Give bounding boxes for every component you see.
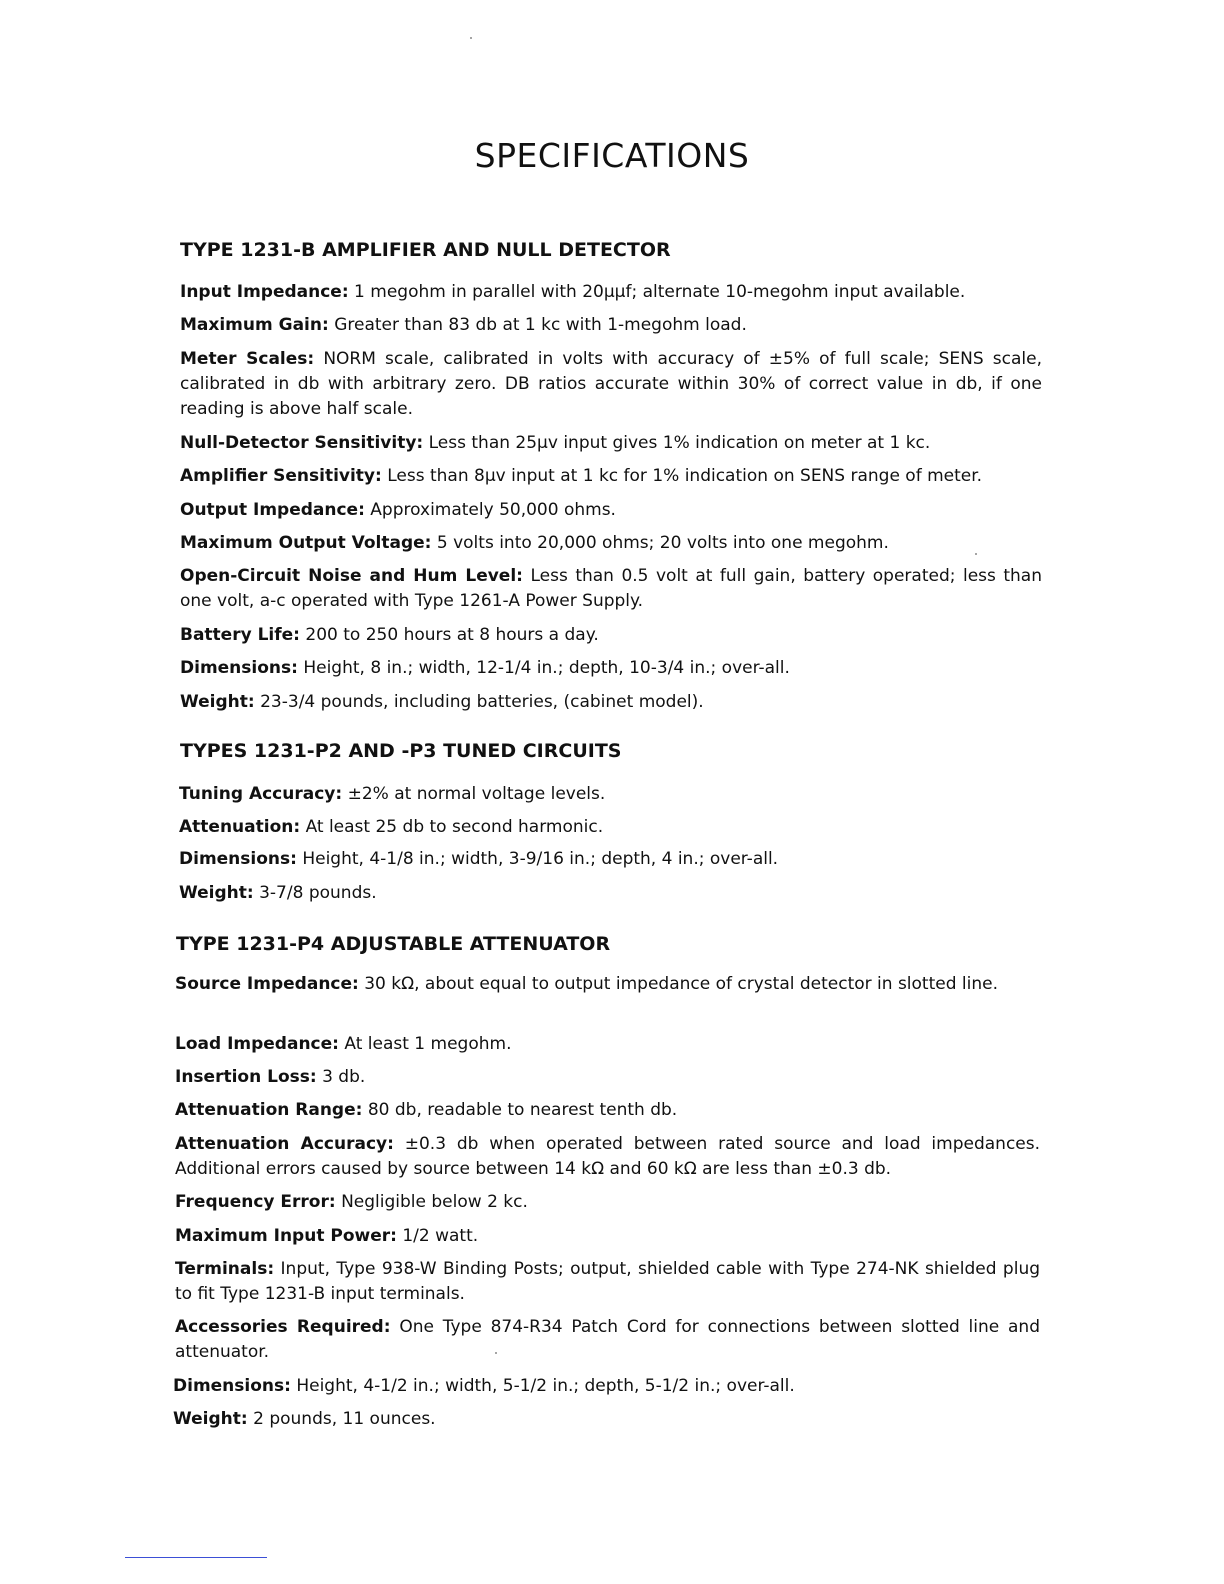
spec-value: Less than 0.5 volt at full gain, battery operated; less than one volt, a-c operated with Type 1261-A Power Supply. [180,566,1043,611]
spec-value: NORM scale, calibrated in volts with accuracy of ±5% of full scale; SENS scale, calibrated in db with arbitrary zero. DB ratios accurate within 30% of correct value in db, if one reading is above half scale. [180,349,1042,419]
scan-speck [975,553,977,555]
spec-label: Weight: [179,883,254,903]
spec-label: Null-Detector Sensitivity: [180,433,424,453]
spec-load-impedance [175,1032,1040,1057]
spec-label: Attenuation Accuracy: [175,1134,394,1154]
footnote-rule [125,1557,267,1558]
spec-maximum-gain [180,313,1042,338]
spec-null-detector-sensitivity [180,431,1042,456]
spec-label: Dimensions: [173,1376,291,1396]
spec-label: Dimensions: [179,849,297,869]
spec-value: Approximately 50,000 ohms. [370,500,616,520]
spec-label: Load Impedance: [175,1034,339,1054]
spec-value: Greater than 83 db at 1 kc with 1-megohm load. [334,315,747,335]
spec-accessories-required [175,1315,1040,1365]
spec-value: 80 db, readable to nearest tenth db. [367,1100,678,1120]
spec-battery-life [180,623,1042,648]
spec-meter-scales [180,347,1042,422]
spec-attenuation [179,815,1041,840]
spec-attenuation-accuracy [175,1132,1040,1182]
spec-label: Terminals: [175,1259,275,1279]
spec-value: At least 25 db to second harmonic. [305,817,604,837]
section-heading-1231-p4: TYPE 1231-P4 ADJUSTABLE ATTENUATOR [176,933,611,955]
spec-value: Height, 8 in.; width, 12-1/4 in.; depth, 10-3/4 in.; over-all. [303,658,790,678]
spec-label: Frequency Error: [175,1192,336,1212]
spec-value: 1/2 watt. [402,1226,479,1246]
spec-maximum-output-voltage [180,531,1042,556]
spec-label: Maximum Input Power: [175,1226,397,1246]
spec-label: Meter Scales: [180,349,315,369]
spec-label: Open-Circuit Noise and Hum Level: [180,566,523,586]
spec-noise-and-hum-level [180,564,1042,614]
spec-dimensions [173,1374,1040,1399]
spec-source-impedance [175,972,1040,997]
spec-label: Maximum Gain: [180,315,329,335]
spec-label: Amplifier Sensitivity: [180,466,382,486]
spec-label: Maximum Output Voltage: [180,533,432,553]
section-heading-1231-p2-p3: TYPES 1231-P2 AND -P3 TUNED CIRCUITS [180,740,622,762]
spec-weight [179,881,1041,906]
scan-speck [495,1352,497,1354]
spec-value: 30 kΩ, about equal to output impedance of crystal detector in slotted line. [364,974,998,994]
spec-tuning-accuracy [179,782,1041,807]
spec-value: Less than 25μv input gives 1% indication on meter at 1 kc. [428,433,931,453]
spec-weight [180,690,1042,715]
spec-value: 5 volts into 20,000 ohms; 20 volts into one megohm. [436,533,889,553]
spec-weight [173,1407,1040,1432]
spec-maximum-input-power [175,1224,1040,1249]
spec-label: Accessories Required: [175,1317,391,1337]
spec-label: Attenuation: [179,817,301,837]
spec-attenuation-range [175,1098,1040,1123]
spec-value: 2 pounds, 11 ounces. [253,1409,436,1429]
spec-value: ±0.3 db when operated between rated source and load impedances. Additional errors caused by source between 14 kΩ and 60 kΩ are less than ±0.3 db. [175,1134,1041,1179]
spec-value: ±2% at normal voltage levels. [347,784,606,804]
spec-terminals [175,1257,1040,1307]
spec-label: Attenuation Range: [175,1100,363,1120]
spec-value: 1 megohm in parallel with 20μμf; alternate 10-megohm input available. [354,282,966,302]
spec-label: Dimensions: [180,658,298,678]
spec-amplifier-sensitivity [180,464,1042,489]
spec-value: Input, Type 938-W Binding Posts; output, shielded cable with Type 274-NK shielded plug to fit Type 1231-B input terminals. [175,1259,1041,1304]
spec-value: At least 1 megohm. [344,1034,512,1054]
spec-value: 200 to 250 hours at 8 hours a day. [305,625,599,645]
spec-input-impedance [180,280,1042,305]
spec-value: 23-3/4 pounds, including batteries, (cabinet model). [260,692,704,712]
spec-value: One Type 874-R34 Patch Cord for connections between slotted line and attenuator. [175,1317,1040,1362]
spec-label: Battery Life: [180,625,300,645]
spec-label: Weight: [173,1409,248,1429]
spec-value: Height, 4-1/8 in.; width, 3-9/16 in.; depth, 4 in.; over-all. [302,849,779,869]
spec-label: Weight: [180,692,255,712]
spec-value: 3 db. [322,1067,366,1087]
spec-output-impedance [180,498,1042,523]
spec-label: Source Impedance: [175,974,359,994]
spec-dimensions [180,656,1042,681]
spec-dimensions [179,847,1041,872]
spec-value: 3-7/8 pounds. [259,883,377,903]
scan-speck [470,37,472,39]
spec-label: Tuning Accuracy: [179,784,343,804]
spec-label: Insertion Loss: [175,1067,317,1087]
spec-label: Input Impedance: [180,282,349,302]
spec-value: Less than 8μv input at 1 kc for 1% indication on SENS range of meter. [387,466,983,486]
page-title: SPECIFICATIONS [474,136,750,175]
spec-value: Negligible below 2 kc. [341,1192,528,1212]
section-heading-1231-b: TYPE 1231-B AMPLIFIER AND NULL DETECTOR [180,239,671,261]
spec-insertion-loss [175,1065,1040,1090]
spec-label: Output Impedance: [180,500,365,520]
spec-value: Height, 4-1/2 in.; width, 5-1/2 in.; depth, 5-1/2 in.; over-all. [296,1376,795,1396]
spec-frequency-error [175,1190,1040,1215]
